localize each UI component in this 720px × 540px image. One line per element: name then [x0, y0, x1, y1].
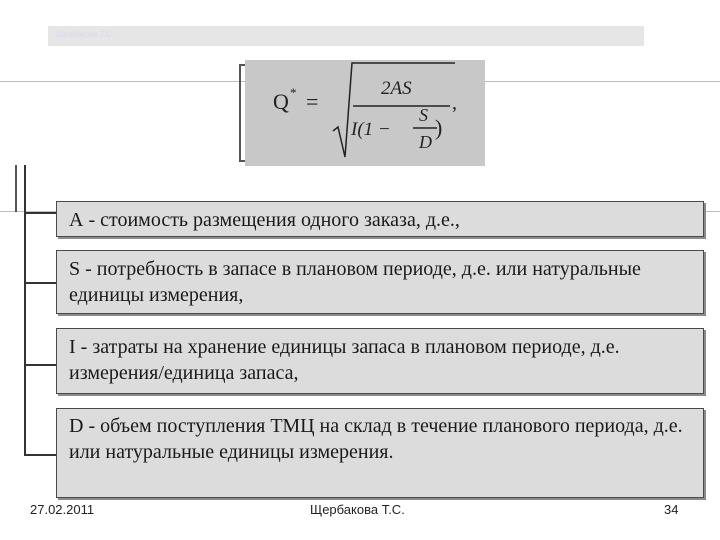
connector-2	[24, 282, 56, 284]
connector-4	[24, 454, 56, 456]
footer-date: 27.02.2011	[30, 502, 95, 517]
bracket-line	[24, 165, 26, 456]
definition-a: А - стоимость размещения одного заказа, д.е.,	[56, 201, 704, 237]
formula-inner-numerator: S	[419, 105, 428, 125]
connector-1	[24, 212, 56, 214]
formula-denominator-lead: I(1 −	[351, 119, 391, 140]
formula-lhs: Q	[273, 89, 289, 114]
formula-equals: =	[306, 89, 319, 114]
header-title: Щербакова Т.С.	[56, 30, 115, 39]
left-stub-line	[15, 165, 17, 212]
formula-superscript: *	[290, 85, 297, 100]
definition-s: S - потребность в запасе в плановом периоде, д.е. или натуральные единицы измерения,	[56, 250, 704, 314]
eoq-formula	[245, 60, 485, 166]
formula-inner-denominator: D	[419, 132, 432, 152]
formula-trailing: ,	[452, 92, 457, 114]
definition-i: I - затраты на хранение единицы запаса в плановом периоде, д.е. измерения/единица запаса,	[56, 328, 704, 394]
footer-author: Щербакова Т.С.	[310, 502, 405, 517]
header-bar	[48, 26, 644, 46]
page-number: 34	[664, 502, 679, 517]
definition-d: D - объем поступления ТМЦ на склад в течение планового периода, д.е. или натуральные единицы измерения.	[56, 408, 704, 498]
formula-numerator: 2AS	[381, 78, 412, 99]
formula-close-paren: )	[435, 115, 443, 140]
connector-3	[24, 364, 56, 366]
